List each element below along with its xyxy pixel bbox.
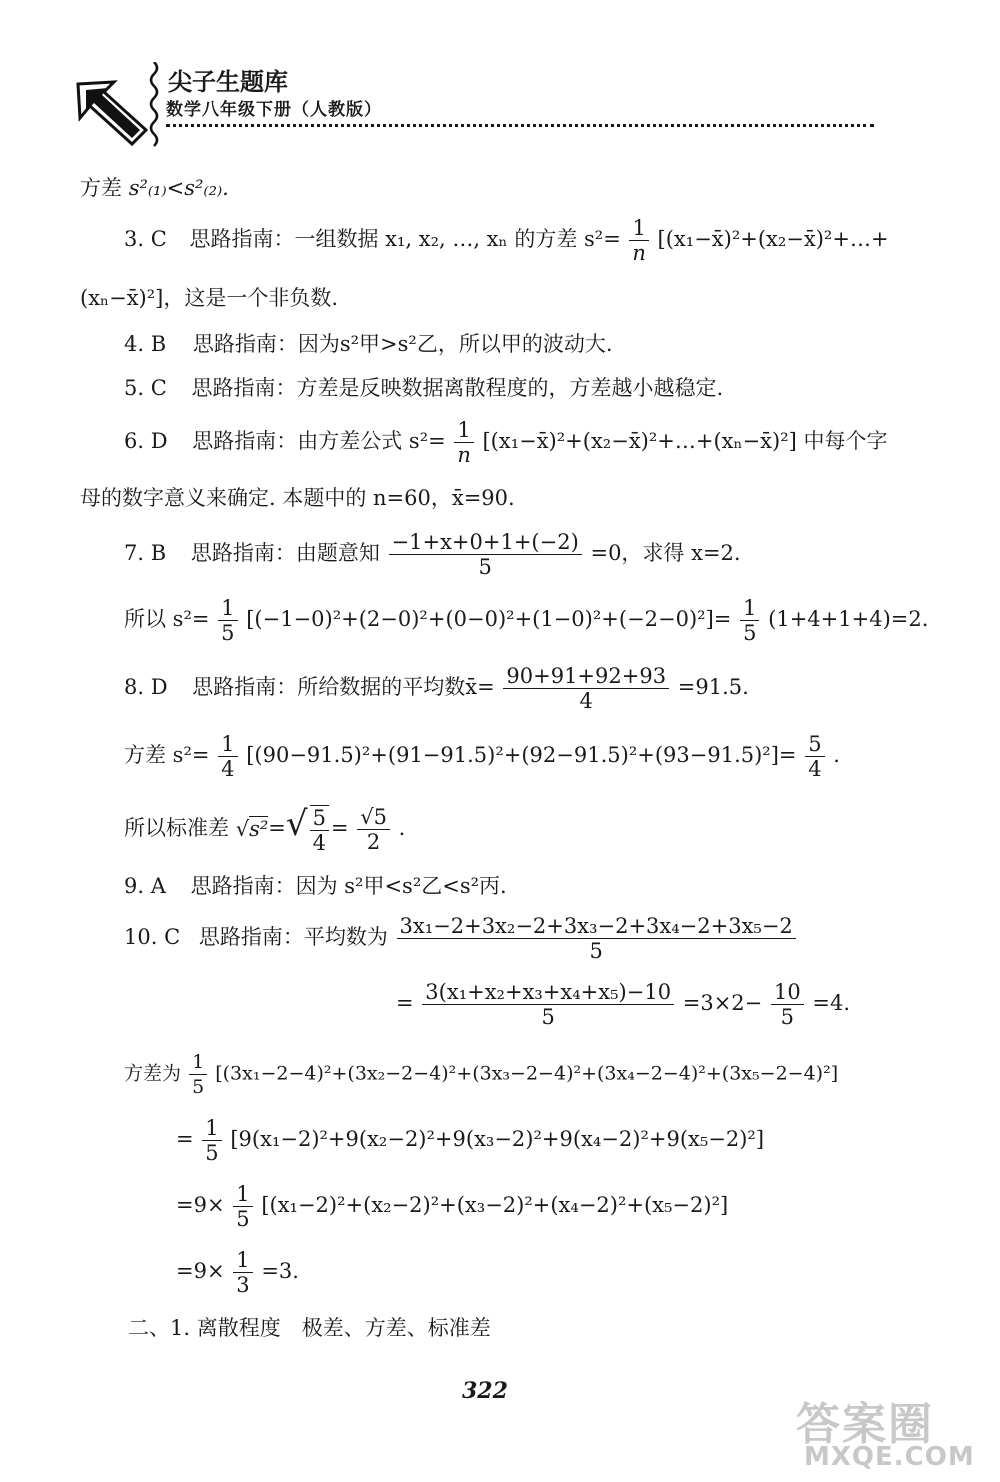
watermark-brand: 答案圈 [796, 1399, 934, 1450]
answer-10-line5 [176, 1182, 728, 1231]
answer-7-line2 [124, 596, 928, 645]
text: [(x₁−x̄)²+(x₂−x̄)²+…+(xₙ−x̄)²] 中每个字 [482, 429, 888, 453]
numerator: 1 [202, 1116, 221, 1141]
answer-8-line3 [124, 804, 405, 855]
answer-10 [124, 914, 798, 963]
numerator: 1 [218, 596, 237, 621]
numerator: 1 [740, 596, 759, 621]
denominator: 4 [579, 689, 593, 713]
text: (1+4+1+4)=2. [768, 607, 929, 631]
arrow-logo-icon [74, 78, 154, 148]
fraction [218, 732, 237, 781]
sqrt-fraction: √ $\frac{5}{4}$ [286, 804, 331, 855]
fraction [805, 732, 824, 781]
answer-6-cont: 母的数字意义来确定. 本题中的 n=60，x̄=90. [80, 486, 515, 510]
denominator: n [632, 241, 646, 265]
header-rule [166, 122, 874, 127]
fraction [218, 596, 237, 645]
radicand: s² [249, 817, 269, 842]
denominator: 5 [743, 621, 757, 645]
text: = [176, 1127, 194, 1151]
answer-label: 6. D [124, 429, 168, 453]
numerator: √5 [357, 805, 390, 830]
text: = [330, 815, 349, 840]
fraction [740, 596, 759, 645]
fraction [310, 805, 329, 855]
numerator: 10 [771, 980, 804, 1005]
denominator: n [457, 443, 471, 467]
sqrt-s2: √s² [235, 817, 269, 842]
math: s²₍₁₎<s²₍₂₎. [128, 176, 229, 200]
text: 方差为 [124, 1062, 182, 1085]
numerator: 5 [310, 806, 329, 831]
hint-label: 思路指南： [191, 376, 297, 400]
denominator: 5 [192, 1076, 205, 1098]
numerator: 1 [218, 732, 237, 757]
hint-label: 思路指南： [198, 925, 304, 949]
text: = [396, 991, 414, 1015]
text: . [833, 743, 840, 767]
denominator: 5 [221, 621, 235, 645]
denominator: 4 [221, 757, 235, 781]
text: =4. [812, 991, 851, 1015]
answer-10-line2 [396, 980, 850, 1029]
text: =0，求得 x=2. [590, 541, 741, 565]
text: 因为s²甲>s²乙，所以甲的波动大. [297, 332, 613, 356]
answer-8-line2 [124, 732, 840, 781]
text: [(x₁−2)²+(x₂−2)²+(x₃−2)²+(x₄−2)²+(x₅−2)²] [261, 1193, 729, 1217]
answer-3 [124, 216, 889, 265]
numerator: −1+x+0+1+(−2) [389, 530, 582, 555]
fraction [189, 1050, 207, 1099]
numerator: 1 [233, 1182, 252, 1207]
numerator: 3x₁−2+3x₂−2+3x₃−2+3x₄−2+3x₅−2 [397, 914, 796, 939]
text: [(3x₁−2−4)²+(3x₂−2−4)²+(3x₃−2−4)²+(3x₄−2−4)²+(3x₅−2−4)²] [215, 1062, 839, 1085]
watermark-site: MXQE.COM [804, 1442, 975, 1472]
book-title: 尖子生题库 [168, 68, 288, 96]
text: 平均数为 [303, 925, 388, 949]
text: 因为 s²甲<s²乙<s²丙. [295, 874, 507, 898]
fraction [233, 1182, 252, 1231]
answer-10-line6 [176, 1248, 299, 1297]
numerator: 1 [629, 216, 648, 241]
denominator: 5 [478, 555, 492, 579]
section-2-line: 二、1. 离散程度 极差、方差、标准差 [128, 1316, 491, 1340]
numerator: 1 [454, 418, 473, 443]
fraction [233, 1248, 252, 1297]
hint-label: 思路指南： [189, 227, 295, 251]
text: 一组数据 x₁, x₂, …, xₙ 的方差 s²= [294, 227, 621, 251]
numerator: 1 [189, 1050, 207, 1075]
text: [(x₁−x̄)²+(x₂−x̄)²+…+ [657, 227, 889, 251]
text: [9(x₁−2)²+9(x₂−2)²+9(x₃−2)²+9(x₄−2)²+9(x₅−2)²] [230, 1127, 765, 1151]
answer-label: 4. B [124, 332, 167, 356]
text: =91.5. [677, 675, 749, 699]
denominator: 5 [236, 1207, 250, 1231]
hint-label: 思路指南： [192, 332, 298, 356]
text: 所以 s²= [124, 607, 210, 631]
fraction [357, 805, 390, 854]
text: 方差 s²= [124, 743, 210, 767]
text: 所给数据的平均数x̄= [297, 675, 495, 699]
hint-label: 思路指南： [192, 429, 298, 453]
fraction [397, 914, 796, 963]
text: =3×2− [682, 991, 763, 1015]
answer-4 [124, 328, 613, 358]
text: [(−1−0)²+(2−0)²+(0−0)²+(1−0)²+(−2−0)²]= [246, 607, 732, 631]
denominator: 3 [236, 1273, 250, 1297]
answer-label: 7. B [124, 541, 167, 565]
numerator: 5 [805, 732, 824, 757]
text: =9× [176, 1193, 225, 1217]
answer-10-line4 [176, 1116, 764, 1165]
text: [(90−91.5)²+(91−91.5)²+(92−91.5)²+(93−91.5)²]= [246, 743, 797, 767]
denominator: 5 [541, 1005, 555, 1029]
fraction [422, 980, 674, 1029]
denominator: 2 [366, 829, 381, 854]
fraction [389, 530, 582, 579]
fraction [771, 980, 804, 1029]
hint-label: 思路指南： [192, 675, 298, 699]
denominator: 5 [780, 1005, 794, 1029]
text: 方差 [80, 176, 122, 200]
hint-label: 思路指南： [190, 541, 296, 565]
answer-label: 9. A [124, 874, 166, 898]
text: = [268, 815, 286, 840]
text: 方差是反映数据离散程度的，方差越小越稳定. [296, 376, 724, 400]
answer-label: 3. C [124, 227, 167, 251]
fraction [503, 664, 669, 713]
answer-7 [124, 530, 741, 579]
wavy-divider-icon [146, 62, 162, 152]
answer-8 [124, 664, 749, 713]
fraction [202, 1116, 221, 1165]
denominator: 4 [808, 757, 822, 781]
answer-5 [124, 372, 723, 402]
numerator: 90+91+92+93 [503, 664, 669, 689]
answer-10-line3 [124, 1050, 838, 1099]
text: 所以标准差 [124, 815, 229, 840]
hint-label: 思路指南： [190, 874, 296, 898]
denominator: 4 [312, 830, 326, 855]
page-number: 322 [462, 1378, 508, 1404]
numerator: 3(x₁+x₂+x₃+x₄+x₅)−10 [422, 980, 674, 1005]
denominator: 5 [205, 1141, 219, 1165]
answer-9 [124, 870, 507, 900]
fraction [629, 216, 648, 265]
line-variance-compare [80, 172, 229, 202]
text: =3. [261, 1259, 299, 1283]
book-subtitle: 数学八年级下册（人教版） [166, 100, 382, 120]
text: =9× [176, 1259, 225, 1283]
text: . [398, 815, 406, 840]
fraction [454, 418, 473, 467]
answer-label: 5. C [124, 376, 167, 400]
answer-6 [124, 418, 888, 467]
answer-label: 8. D [124, 675, 168, 699]
answer-3-cont: (xₙ−x̄)²]，这是一个非负数. [80, 286, 339, 310]
numerator: 1 [233, 1248, 252, 1273]
answer-label: 10. C [124, 925, 181, 949]
denominator: 5 [589, 939, 603, 963]
text: 由题意知 [295, 541, 380, 565]
text: 由方差公式 s²= [297, 429, 446, 453]
